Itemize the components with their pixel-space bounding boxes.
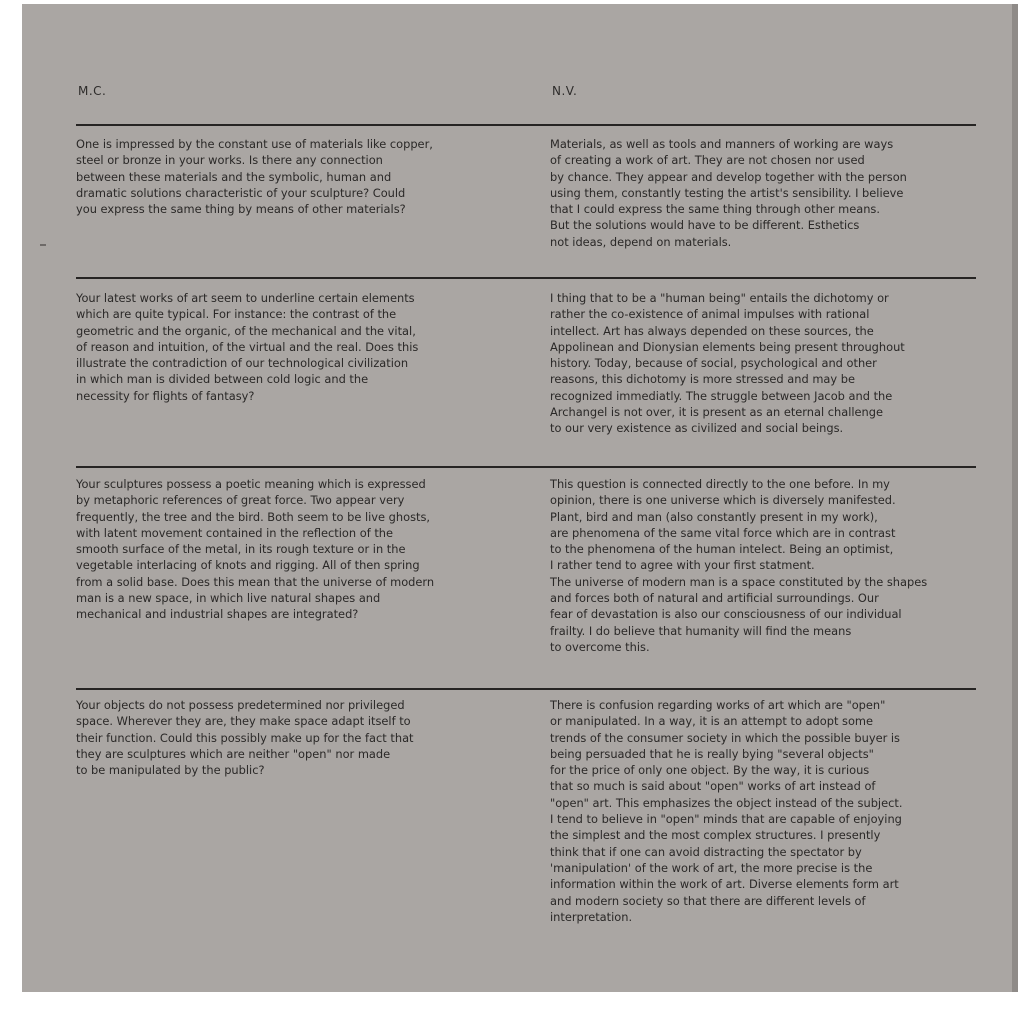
artist-initials: N.V. [552,84,578,98]
question-2: Your latest works of art seem to underline certain elements which are quite typical. For instance: the contrast of the geometric and the organic, of the mechanical and the vital, of reason and intuition, of the virtual and the real. Does this illustrate the contradiction of our technological civilization in which man is divided between cold logic and the necessity for flights of fantasy? [76,291,419,403]
document-page [22,4,1018,992]
answer-3: This question is connected directly to the one before. In my opinion, there is one universe which is diversely manifested. Plant, bird and man (also constantly present in my work), are phenomena of the same vital force which are in contrast to the phenomena of the human intelect. Being an optimist, I rather tend to agree with your first statment. The universe of modern man is a space constituted by the shapes and forces both of natural and artificial surroundings. Our fear of devastation is also our consciousness of our individual frailty. I do believe that humanity will find the means to overcome this. [550,477,928,654]
section-divider-1 [76,124,976,126]
paper-speck [40,244,46,246]
answer-2: I thing that to be a "human being" entails the dichotomy or rather the co-existence of animal impulses with rational intellect. Art has always depended on these sources, the Appolinean and Dionysian elements being present throughout history. Today, because of social, psychological and other reasons, this dichotomy is more stressed and may be recognized immediatly. The struggle between Jacob and the Archangel is not over, it is present as an eternal challenge to our very existence as civilized and social beings. [550,291,905,436]
question-3: Your sculptures possess a poetic meaning which is expressed by metaphoric references of great force. Two appear very frequently, the tree and the bird. Both seem to be live ghosts, with latent movement contained in the reflection of the smooth surface of the metal, in its rough texture or in the vegetable interlacing of knots and rigging. All of then spring from a solid base. Does this mean that the universe of modern man is a new space, in which live natural shapes and mechanical and industrial shapes are integrated? [76,477,435,622]
interviewer-initials: M.C. [78,84,107,98]
answer-4: There is confusion regarding works of art which are "open" or manipulated. In a way, it is an attempt to adopt some trends of the consumer society in which the possible buyer is being persuaded that he is really bying "several objects" for the price of only one object. By the way, it is curious that so much is said about "open" works of art instead of "open" art. This emphasizes the object instead of the subject. I tend to believe in "open" minds that are capable of enjoying the simplest and the most complex structures. I presently think that if one can avoid distracting the spectator by 'manipulation' of the work of art, the more precise is the information within the work of art. Diverse elements form art and modern society so that there are different levels of interpretation. [550,698,903,924]
page-spine-shadow [1012,4,1018,992]
section-divider-2 [76,277,976,279]
section-divider-3 [76,466,976,468]
section-divider-4 [76,688,976,690]
answer-1: Materials, as well as tools and manners of working are ways of creating a work of art. They are not chosen nor used by chance. They appear and develop together with the person using them, constantly testing the artist's sensibility. I believe that I could express the same thing through other means. But the solutions would have to be different. Esthetics not ideas, depend on materials. [550,137,907,249]
question-1: One is impressed by the constant use of materials like copper, steel or bronze in your works. Is there any connection between these materials and the symbolic, human and dramatic solutions characteristic of your sculpture? Could you express the same thing by means of other materials? [76,137,433,217]
question-4: Your objects do not possess predetermined nor privileged space. Wherever they are, they make space adapt itself to their function. Could this possibly make up for the fact that they are sculptures which are neither "open" nor made to be manipulated by the public? [76,698,414,778]
